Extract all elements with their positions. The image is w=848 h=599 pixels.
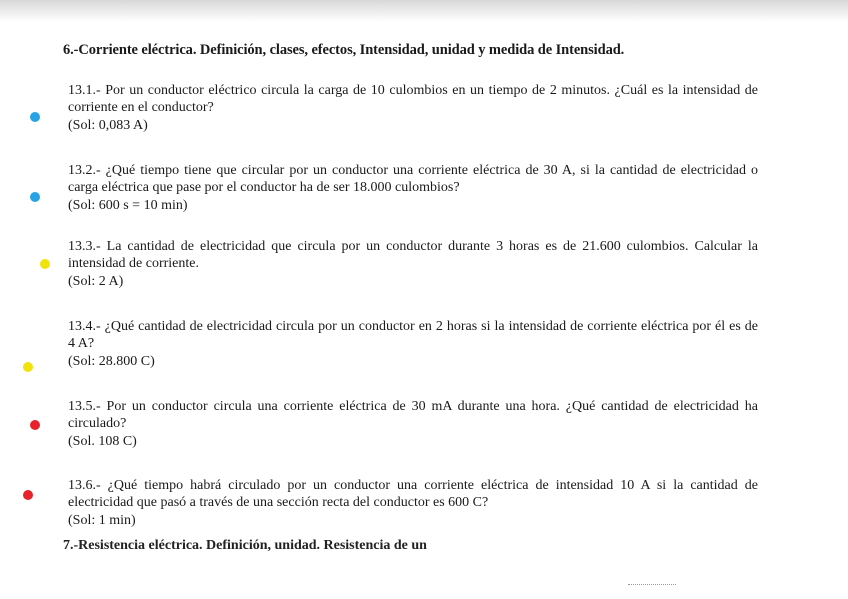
cut-off-next-heading bbox=[63, 538, 503, 553]
marker-dot bbox=[30, 420, 40, 430]
problem-13-6 bbox=[68, 477, 758, 529]
marker-dot bbox=[30, 192, 40, 202]
problem-13-4 bbox=[68, 318, 758, 370]
problem-solution: (Sol: 1 min) bbox=[68, 513, 136, 528]
top-shade bbox=[0, 0, 848, 22]
problem-solution: (Sol: 0,083 A) bbox=[68, 118, 148, 133]
problem-13-2 bbox=[68, 162, 758, 214]
document-page bbox=[0, 22, 848, 599]
problem-text: 13.4.- ¿Qué cantidad de electricidad circula por un conductor en 2 horas si la intensidad de corriente eléctrica por él es de 4 A? bbox=[68, 319, 758, 351]
problem-solution: (Sol. 108 C) bbox=[68, 434, 137, 449]
problem-13-5 bbox=[68, 398, 758, 450]
marker-dot bbox=[40, 259, 50, 269]
problem-solution: (Sol: 600 s = 10 min) bbox=[68, 198, 188, 213]
problem-solution: (Sol: 28.800 C) bbox=[68, 354, 155, 369]
problem-text: 13.3.- La cantidad de electricidad que circula por un conductor durante 3 horas es de 21.600 culombios. Calcular la intensidad de corriente. bbox=[68, 239, 758, 271]
cut-off-text: 7.-Resistencia eléctrica. Definición, unidad. Resistencia de un bbox=[63, 538, 427, 553]
problem-13-1 bbox=[68, 82, 758, 134]
problem-text: 13.1.- Por un conductor eléctrico circula la carga de 10 culombios en un tiempo de 2 minutos. ¿Cuál es la intensidad de corriente en el conductor? bbox=[68, 83, 758, 115]
problem-text: 13.5.- Por un conductor circula una corriente eléctrica de 30 mA durante una hora. ¿Qué cantidad de electricidad ha circulado? bbox=[68, 399, 758, 431]
scan-speck bbox=[628, 584, 676, 587]
section-heading: 6.-Corriente eléctrica. Definición, clases, efectos, Intensidad, unidad y medida de Intensidad. bbox=[63, 42, 625, 58]
marker-dot bbox=[23, 362, 33, 372]
marker-dot bbox=[23, 490, 33, 500]
problem-text: 13.6.- ¿Qué tiempo habrá circulado por un conductor una corriente eléctrica de intensidad 10 A si la cantidad de electricidad que pasó a través de una sección recta del conductor es 600 C? bbox=[68, 478, 758, 510]
marker-dot bbox=[30, 112, 40, 122]
problem-solution: (Sol: 2 A) bbox=[68, 274, 124, 289]
problem-13-3 bbox=[68, 238, 758, 290]
problem-text: 13.2.- ¿Qué tiempo tiene que circular por un conductor una corriente eléctrica de 30 A, si la cantidad de electricidad o carga eléctrica que pase por el conductor ha de ser 18.000 culombios? bbox=[68, 163, 758, 195]
